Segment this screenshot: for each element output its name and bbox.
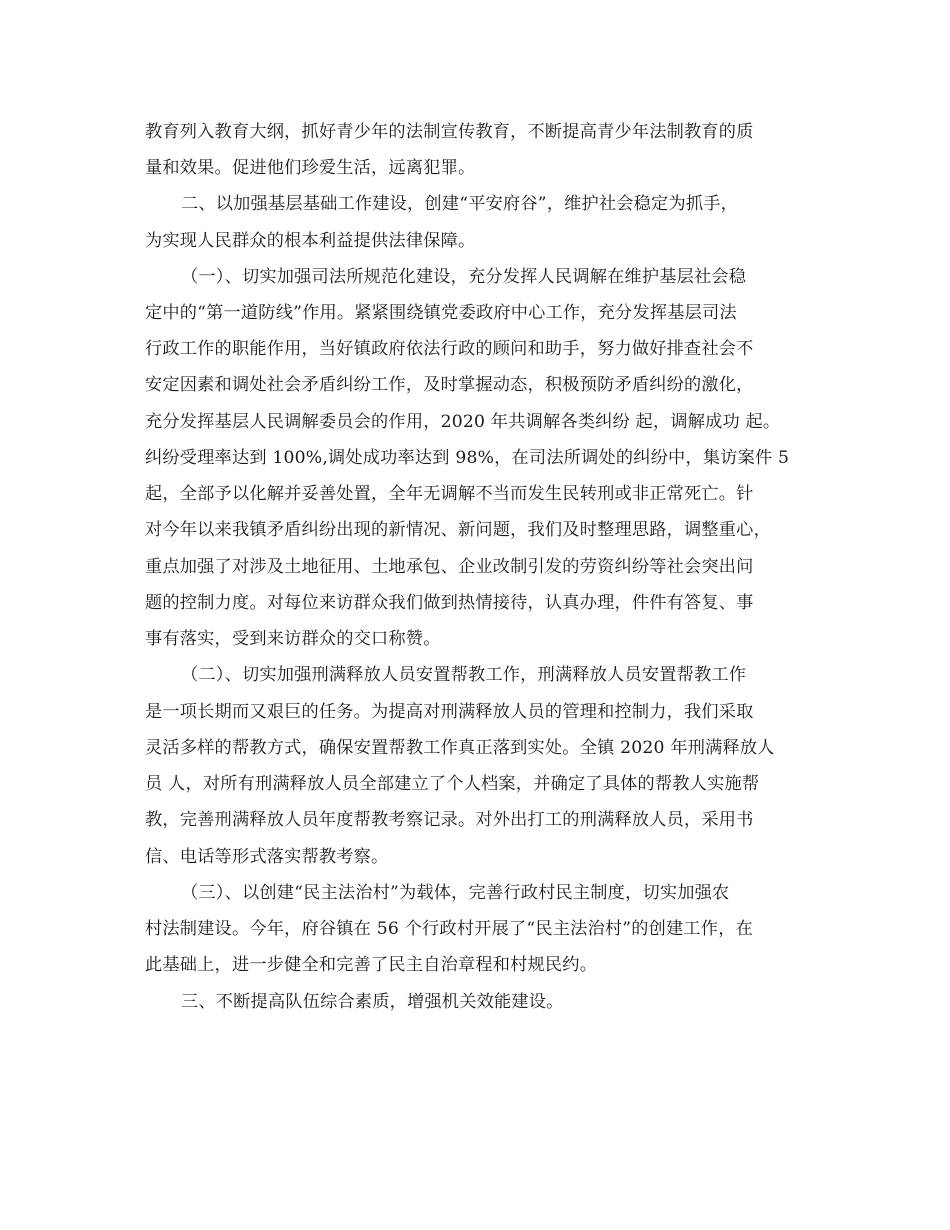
text-line: 题的控制力度。对每位来访群众我们做到热情接待，认真办理，件件有答复、事	[145, 593, 754, 613]
text-line: 教，完善刑满释放人员年度帮教考察记录。对外出打工的刑满释放人员，采用书	[145, 810, 754, 830]
subsection-heading-3: （三）、以创建“民主法治村”为载体，完善行政村民主制度，切实加强农	[181, 883, 730, 903]
section-heading-2: 二、以加强基层基础工作建设，创建“平安府谷”，维护社会稳定为抓手，	[181, 194, 738, 214]
text-line: 是一项长期而又艰巨的任务。为提高对刑满释放人员的管理和控制力，我们采取	[145, 702, 754, 722]
text-line: 信、电话等形式落实帮教考察。	[145, 847, 389, 867]
text-line: 行政工作的职能作用，当好镇政府依法行政的顾问和助手，努力做好排查社会不	[145, 339, 754, 359]
text-line: 重点加强了对涉及土地征用、土地承包、企业改制引发的劳资纠纷等社会突出问	[145, 557, 754, 577]
text-line: 教育列入教育大纲，抓好青少年的法制宣传教育，不断提高青少年法制教育的质	[145, 122, 754, 142]
text-line: 事有落实，受到来访群众的交口称赞。	[145, 629, 441, 649]
text-line: 此基础上，进一步健全和完善了民主自治章程和村规民约。	[145, 955, 598, 975]
subsection-heading-2: （二）、切实加强刑满释放人员安置帮教工作，刑满释放人员安置帮教工作	[181, 665, 747, 685]
text-line: 起，全部予以化解并妥善处置，全年无调解不当而发生民转刑或非正常死亡。针	[145, 484, 754, 504]
text-line: 对今年以来我镇矛盾纠纷出现的新情况、新问题，我们及时整理思路，调整重心，	[145, 520, 771, 540]
text-line: 安定因素和调处社会矛盾纠纷工作，及时掌握动态，积极预防矛盾纠纷的激化，	[145, 375, 754, 395]
text-line: 灵活多样的帮教方式，确保安置帮教工作真正落到实处。全镇 2020 年刑满释放人	[145, 738, 775, 758]
section-heading-3: 三、不断提高队伍综合素质，增强机关效能建设。	[181, 992, 564, 1012]
text-line: 村法制建设。今年，府谷镇在 56 个行政村开展了“民主法治村”的创建工作，在	[145, 919, 753, 939]
text-line: 充分发挥基层人民调解委员会的作用，2020 年共调解各类纠纷 起，调解成功 起。	[145, 412, 781, 432]
text-line: 量和效果。促进他们珍爱生活，远离犯罪。	[145, 158, 476, 178]
text-line: 员 人，对所有刑满释放人员全部建立了个人档案，并确定了具体的帮教人实施帮	[145, 774, 760, 794]
text-line: 纠纷受理率达到 100%,调处成功率达到 98%，在司法所调处的纠纷中，集访案件 5	[145, 448, 790, 468]
text-line: 为实现人民群众的根本利益提供法律保障。	[145, 231, 476, 251]
text-line: 定中的“第一道防线”作用。紧紧围绕镇党委政府中心工作，充分发挥基层司法	[145, 303, 737, 323]
subsection-heading-1: （一）、切实加强司法所规范化建设，充分发挥人民调解在维护基层社会稳	[181, 267, 747, 287]
